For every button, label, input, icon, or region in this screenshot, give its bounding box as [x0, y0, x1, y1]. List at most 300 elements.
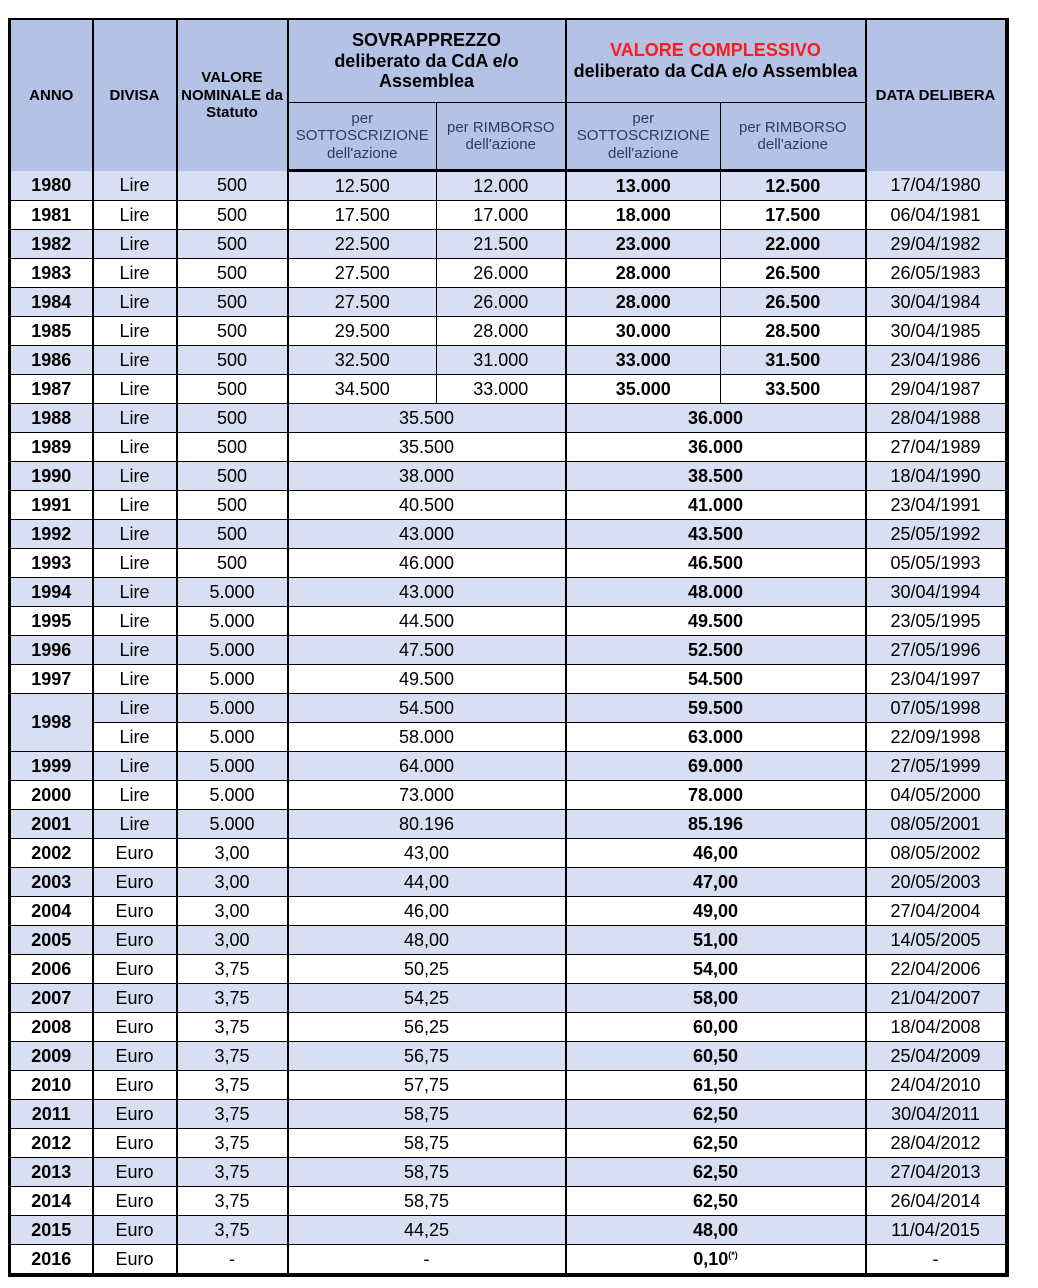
- cell-tot-rimborso: 12.500: [721, 171, 866, 201]
- cell-tot-rimborso: 33.500: [721, 375, 866, 404]
- cell-divisa: Euro: [93, 955, 177, 984]
- cell-valore-complessivo: 46.500: [566, 549, 866, 578]
- cell-valore-nominale: 500: [177, 375, 288, 404]
- header-anno: ANNO: [10, 19, 93, 171]
- cell-data-delibera: 08/05/2002: [866, 839, 1007, 868]
- cell-anno: 2009: [10, 1042, 93, 1071]
- cell-divisa: Lire: [93, 549, 177, 578]
- cell-anno: 1991: [10, 491, 93, 520]
- cell-data-delibera: 08/05/2001: [866, 810, 1007, 839]
- cell-valore-nominale: 500: [177, 462, 288, 491]
- cell-valore-complessivo: 63.000: [566, 723, 866, 752]
- cell-data-delibera: 14/05/2005: [866, 926, 1007, 955]
- cell-data-delibera: 24/04/2010: [866, 1071, 1007, 1100]
- cell-valore-complessivo: 62,50: [566, 1129, 866, 1158]
- header-valore-complessivo-sub: deliberato da CdA e/o Assemblea: [573, 61, 858, 81]
- cell-sovrapprezzo: 40.500: [288, 491, 566, 520]
- cell-sovrapprezzo: 54,25: [288, 984, 566, 1013]
- cell-sovrapprezzo: 38.000: [288, 462, 566, 491]
- cell-data-delibera: 22/09/1998: [866, 723, 1007, 752]
- cell-data-delibera: 23/05/1995: [866, 607, 1007, 636]
- cell-anno: 2002: [10, 839, 93, 868]
- cell-divisa: Euro: [93, 1071, 177, 1100]
- cell-divisa: Lire: [93, 433, 177, 462]
- cell-tot-sottoscrizione: 33.000: [566, 346, 721, 375]
- cell-anno: 2013: [10, 1158, 93, 1187]
- cell-anno: 1982: [10, 230, 93, 259]
- header-sovrapprezzo-sub: deliberato da CdA e/o Assemblea: [334, 50, 519, 92]
- cell-data-delibera: 28/04/1988: [866, 404, 1007, 433]
- cell-anno: 1995: [10, 607, 93, 636]
- table-row: [10, 346, 1007, 375]
- cell-sovrapprezzo: -: [288, 1245, 566, 1276]
- cell-sovrapprezzo: 58,75: [288, 1187, 566, 1216]
- cell-valore-nominale: 3,75: [177, 1129, 288, 1158]
- table-row: [10, 984, 1007, 1013]
- table-row: [10, 1216, 1007, 1245]
- cell-valore-nominale: 500: [177, 201, 288, 230]
- cell-data-delibera: 11/04/2015: [866, 1216, 1007, 1245]
- table-row: [10, 317, 1007, 346]
- cell-divisa: Lire: [93, 636, 177, 665]
- cell-valore-complessivo: 48,00: [566, 1216, 866, 1245]
- cell-valore-nominale: 3,75: [177, 955, 288, 984]
- cell-data-delibera: 18/04/2008: [866, 1013, 1007, 1042]
- cell-divisa: Euro: [93, 1245, 177, 1276]
- cell-valore-nominale: 3,75: [177, 1042, 288, 1071]
- table-row: [10, 520, 1007, 549]
- cell-anno: 1989: [10, 433, 93, 462]
- cell-divisa: Euro: [93, 1216, 177, 1245]
- cell-sovrapprezzo: 44,25: [288, 1216, 566, 1245]
- cell-anno: 2012: [10, 1129, 93, 1158]
- cell-anno: 2005: [10, 926, 93, 955]
- table-row: [10, 259, 1007, 288]
- cell-anno: 2003: [10, 868, 93, 897]
- cell-sovrapprezzo: 58,75: [288, 1100, 566, 1129]
- cell-data-delibera: 30/04/1984: [866, 288, 1007, 317]
- cell-valore-nominale: 500: [177, 491, 288, 520]
- cell-sov-rimborso: 21.500: [437, 230, 566, 259]
- cell-divisa: Lire: [93, 810, 177, 839]
- table-row: [10, 1071, 1007, 1100]
- cell-anno: 1996: [10, 636, 93, 665]
- cell-sovrapprezzo: 44,00: [288, 868, 566, 897]
- cell-tot-sottoscrizione: 28.000: [566, 259, 721, 288]
- cell-sovrapprezzo: 47.500: [288, 636, 566, 665]
- cell-data-delibera: 18/04/1990: [866, 462, 1007, 491]
- cell-valore-nominale: 500: [177, 404, 288, 433]
- cell-sov-rimborso: 31.000: [437, 346, 566, 375]
- cell-sovrapprezzo: 43.000: [288, 578, 566, 607]
- cell-sov-rimborso: 26.000: [437, 259, 566, 288]
- cell-sovrapprezzo: 58,75: [288, 1158, 566, 1187]
- cell-divisa: Lire: [93, 520, 177, 549]
- cell-sovrapprezzo: 35.500: [288, 433, 566, 462]
- header-sovrapprezzo-title: SOVRAPPREZZO: [351, 29, 502, 50]
- cell-valore-nominale: 3,00: [177, 868, 288, 897]
- table-row: [10, 462, 1007, 491]
- table-row: [10, 1013, 1007, 1042]
- cell-sovrapprezzo: 80.196: [288, 810, 566, 839]
- table-row: [10, 288, 1007, 317]
- cell-valore-nominale: 3,75: [177, 1100, 288, 1129]
- table-row: [10, 404, 1007, 433]
- cell-valore-complessivo: 58,00: [566, 984, 866, 1013]
- cell-divisa: Lire: [93, 694, 177, 723]
- cell-sov-sottoscrizione: 32.500: [288, 346, 437, 375]
- cell-tot-rimborso: 31.500: [721, 346, 866, 375]
- cell-sovrapprezzo: 46,00: [288, 897, 566, 926]
- table-row: [10, 549, 1007, 578]
- cell-valore-nominale: -: [177, 1245, 288, 1276]
- cell-tot-rimborso: 26.500: [721, 259, 866, 288]
- cell-valore-nominale: 500: [177, 288, 288, 317]
- cell-divisa: Lire: [93, 781, 177, 810]
- cell-valore-complessivo: 49,00: [566, 897, 866, 926]
- cell-valore-nominale: 3,75: [177, 1071, 288, 1100]
- cell-anno: 1990: [10, 462, 93, 491]
- cell-data-delibera: 05/05/1993: [866, 549, 1007, 578]
- cell-divisa: Lire: [93, 201, 177, 230]
- cell-tot-rimborso: 17.500: [721, 201, 866, 230]
- cell-valore-nominale: 500: [177, 259, 288, 288]
- table-header: [10, 19, 1007, 171]
- table-row: [10, 897, 1007, 926]
- cell-valore-nominale: 3,75: [177, 984, 288, 1013]
- cell-sovrapprezzo: 56,75: [288, 1042, 566, 1071]
- cell-tot-rimborso: 28.500: [721, 317, 866, 346]
- table-row: [10, 694, 1007, 723]
- cell-valore-nominale: 500: [177, 346, 288, 375]
- cell-sov-sottoscrizione: 27.500: [288, 288, 437, 317]
- cell-valore-complessivo: 48.000: [566, 578, 866, 607]
- cell-anno: 2004: [10, 897, 93, 926]
- cell-data-delibera: 23/04/1991: [866, 491, 1007, 520]
- cell-anno: 2011: [10, 1100, 93, 1129]
- cell-anno: 1985: [10, 317, 93, 346]
- header-valore-complessivo-title: VALORE COMPLESSIVO: [610, 40, 821, 61]
- cell-data-delibera: 30/04/2011: [866, 1100, 1007, 1129]
- header-tot-rimborso: per RIMBORSO dell'azione: [721, 103, 866, 171]
- cell-valore-complessivo: 54,00: [566, 955, 866, 984]
- table-row: [10, 868, 1007, 897]
- table-row: [10, 433, 1007, 462]
- table-row: [10, 752, 1007, 781]
- cell-anno: 1998: [10, 694, 93, 752]
- table-row: [10, 1042, 1007, 1071]
- cell-sovrapprezzo: 46.000: [288, 549, 566, 578]
- cell-divisa: Euro: [93, 1013, 177, 1042]
- cell-sov-sottoscrizione: 22.500: [288, 230, 437, 259]
- cell-anno: 1993: [10, 549, 93, 578]
- cell-sovrapprezzo: 49.500: [288, 665, 566, 694]
- cell-valore-complessivo: 60,00: [566, 1013, 866, 1042]
- cell-valore-nominale: 5.000: [177, 607, 288, 636]
- header-valore-nominale: VALORE NOMINALE da Statuto: [177, 19, 288, 171]
- cell-data-delibera: 30/04/1994: [866, 578, 1007, 607]
- cell-tot-sottoscrizione: 30.000: [566, 317, 721, 346]
- cell-valore-nominale: 5.000: [177, 694, 288, 723]
- cell-divisa: Lire: [93, 723, 177, 752]
- header-valore-complessivo: [566, 19, 866, 103]
- header-sov-rimborso: per RIMBORSO dell'azione: [437, 103, 566, 171]
- cell-valore-nominale: 3,00: [177, 839, 288, 868]
- cell-anno: 2006: [10, 955, 93, 984]
- cell-sovrapprezzo: 56,25: [288, 1013, 566, 1042]
- header-sovrapprezzo: [288, 19, 566, 103]
- cell-tot-sottoscrizione: 23.000: [566, 230, 721, 259]
- table-row: [10, 810, 1007, 839]
- table-row: [10, 955, 1007, 984]
- cell-sov-rimborso: 26.000: [437, 288, 566, 317]
- cell-anno: 1999: [10, 752, 93, 781]
- cell-valore-complessivo: 38.500: [566, 462, 866, 491]
- cell-divisa: Lire: [93, 230, 177, 259]
- cell-sovrapprezzo: 57,75: [288, 1071, 566, 1100]
- cell-anno: 2014: [10, 1187, 93, 1216]
- cell-anno: 1992: [10, 520, 93, 549]
- cell-valore-complessivo: 62,50: [566, 1100, 866, 1129]
- cell-valore-complessivo: 0,10(*): [566, 1245, 866, 1276]
- cell-tot-rimborso: 22.000: [721, 230, 866, 259]
- cell-valore-nominale: 5.000: [177, 723, 288, 752]
- cell-sov-sottoscrizione: 17.500: [288, 201, 437, 230]
- cell-valore-nominale: 500: [177, 317, 288, 346]
- cell-valore-complessivo: 41.000: [566, 491, 866, 520]
- cell-anno: 2010: [10, 1071, 93, 1100]
- cell-valore-nominale: 5.000: [177, 578, 288, 607]
- cell-valore-complessivo: 51,00: [566, 926, 866, 955]
- cell-divisa: Lire: [93, 607, 177, 636]
- cell-anno: 2016: [10, 1245, 93, 1276]
- cell-divisa: Lire: [93, 491, 177, 520]
- cell-valore-complessivo: 54.500: [566, 665, 866, 694]
- cell-valore-nominale: 3,75: [177, 1216, 288, 1245]
- cell-data-delibera: 04/05/2000: [866, 781, 1007, 810]
- cell-divisa: Lire: [93, 375, 177, 404]
- cell-valore-complessivo: 43.500: [566, 520, 866, 549]
- cell-valore-complessivo: 47,00: [566, 868, 866, 897]
- cell-divisa: Euro: [93, 1158, 177, 1187]
- cell-anno: 1997: [10, 665, 93, 694]
- table-row: [10, 375, 1007, 404]
- cell-anno: 1987: [10, 375, 93, 404]
- cell-anno: 2001: [10, 810, 93, 839]
- cell-sovrapprezzo: 73.000: [288, 781, 566, 810]
- table-row: [10, 781, 1007, 810]
- cell-anno: 2007: [10, 984, 93, 1013]
- table-row: [10, 201, 1007, 230]
- header-sov-sottoscrizione: per SOTTOSCRIZIONE dell'azione: [288, 103, 437, 171]
- cell-valore-nominale: 5.000: [177, 665, 288, 694]
- cell-divisa: Euro: [93, 984, 177, 1013]
- cell-sov-sottoscrizione: 12.500: [288, 171, 437, 201]
- cell-anno: 1994: [10, 578, 93, 607]
- cell-data-delibera: 30/04/1985: [866, 317, 1007, 346]
- cell-sov-sottoscrizione: 27.500: [288, 259, 437, 288]
- cell-divisa: Euro: [93, 897, 177, 926]
- cell-valore-complessivo: 61,50: [566, 1071, 866, 1100]
- header-divisa: DIVISA: [93, 19, 177, 171]
- cell-sovrapprezzo: 64.000: [288, 752, 566, 781]
- table-row: [10, 1158, 1007, 1187]
- cell-tot-sottoscrizione: 35.000: [566, 375, 721, 404]
- cell-divisa: Lire: [93, 404, 177, 433]
- cell-sov-rimborso: 17.000: [437, 201, 566, 230]
- cell-valore-complessivo: 36.000: [566, 404, 866, 433]
- cell-sovrapprezzo: 44.500: [288, 607, 566, 636]
- cell-tot-sottoscrizione: 28.000: [566, 288, 721, 317]
- table-row: [10, 171, 1007, 201]
- cell-sovrapprezzo: 35.500: [288, 404, 566, 433]
- cell-data-delibera: 27/04/2004: [866, 897, 1007, 926]
- cell-valore-complessivo: 78.000: [566, 781, 866, 810]
- cell-sovrapprezzo: 54.500: [288, 694, 566, 723]
- table-row: [10, 1245, 1007, 1276]
- cell-valore-complessivo: 52.500: [566, 636, 866, 665]
- cell-valore-complessivo: 59.500: [566, 694, 866, 723]
- cell-valore-nominale: 3,00: [177, 926, 288, 955]
- cell-divisa: Lire: [93, 259, 177, 288]
- table-row: [10, 1129, 1007, 1158]
- cell-valore-nominale: 5.000: [177, 810, 288, 839]
- cell-divisa: Lire: [93, 752, 177, 781]
- cell-anno: 1986: [10, 346, 93, 375]
- cell-valore-complessivo: 62,50: [566, 1187, 866, 1216]
- cell-data-delibera: 07/05/1998: [866, 694, 1007, 723]
- cell-divisa: Lire: [93, 171, 177, 201]
- share-value-table: [8, 18, 1009, 1277]
- cell-sovrapprezzo: 58.000: [288, 723, 566, 752]
- cell-valore-nominale: 3,75: [177, 1187, 288, 1216]
- cell-tot-rimborso: 26.500: [721, 288, 866, 317]
- table-row: [10, 665, 1007, 694]
- cell-data-delibera: 27/04/1989: [866, 433, 1007, 462]
- table-row: [10, 839, 1007, 868]
- cell-data-delibera: 06/04/1981: [866, 201, 1007, 230]
- cell-sov-sottoscrizione: 29.500: [288, 317, 437, 346]
- footnote-marker: (*): [728, 1249, 738, 1260]
- header-data-delibera: DATA DELIBERA: [866, 19, 1007, 171]
- cell-data-delibera: -: [866, 1245, 1007, 1276]
- cell-divisa: Euro: [93, 1042, 177, 1071]
- cell-divisa: Lire: [93, 578, 177, 607]
- cell-data-delibera: 23/04/1986: [866, 346, 1007, 375]
- cell-anno: 1983: [10, 259, 93, 288]
- cell-valore-nominale: 500: [177, 433, 288, 462]
- cell-divisa: Euro: [93, 839, 177, 868]
- cell-divisa: Euro: [93, 1187, 177, 1216]
- table-row: [10, 230, 1007, 259]
- cell-sovrapprezzo: 50,25: [288, 955, 566, 984]
- cell-valore-nominale: 3,00: [177, 897, 288, 926]
- cell-data-delibera: 25/05/1992: [866, 520, 1007, 549]
- table-row: [10, 723, 1007, 752]
- table-row: [10, 578, 1007, 607]
- cell-divisa: Lire: [93, 288, 177, 317]
- cell-anno: 2000: [10, 781, 93, 810]
- cell-divisa: Lire: [93, 317, 177, 346]
- cell-tot-sottoscrizione: 13.000: [566, 171, 721, 201]
- cell-data-delibera: 17/04/1980: [866, 171, 1007, 201]
- cell-data-delibera: 29/04/1982: [866, 230, 1007, 259]
- cell-valore-nominale: 500: [177, 171, 288, 201]
- cell-sovrapprezzo: 43,00: [288, 839, 566, 868]
- cell-valore-complessivo: 85.196: [566, 810, 866, 839]
- cell-anno: 1988: [10, 404, 93, 433]
- cell-valore-nominale: 3,75: [177, 1013, 288, 1042]
- cell-valore-nominale: 500: [177, 520, 288, 549]
- cell-divisa: Euro: [93, 926, 177, 955]
- cell-divisa: Lire: [93, 665, 177, 694]
- cell-anno: 2015: [10, 1216, 93, 1245]
- table-body: [10, 171, 1007, 1276]
- cell-data-delibera: 21/04/2007: [866, 984, 1007, 1013]
- cell-sovrapprezzo: 48,00: [288, 926, 566, 955]
- cell-valore-complessivo: 69.000: [566, 752, 866, 781]
- cell-divisa: Lire: [93, 462, 177, 491]
- cell-tot-sottoscrizione: 18.000: [566, 201, 721, 230]
- cell-divisa: Euro: [93, 1129, 177, 1158]
- cell-sov-sottoscrizione: 34.500: [288, 375, 437, 404]
- cell-anno: 2008: [10, 1013, 93, 1042]
- cell-sov-rimborso: 33.000: [437, 375, 566, 404]
- table-row: [10, 636, 1007, 665]
- cell-data-delibera: 25/04/2009: [866, 1042, 1007, 1071]
- table-row: [10, 1100, 1007, 1129]
- cell-data-delibera: 27/05/1999: [866, 752, 1007, 781]
- cell-divisa: Euro: [93, 868, 177, 897]
- cell-valore-nominale: 3,75: [177, 1158, 288, 1187]
- cell-data-delibera: 29/04/1987: [866, 375, 1007, 404]
- cell-sov-rimborso: 28.000: [437, 317, 566, 346]
- cell-data-delibera: 27/05/1996: [866, 636, 1007, 665]
- cell-valore-complessivo: 60,50: [566, 1042, 866, 1071]
- cell-valore-complessivo: 49.500: [566, 607, 866, 636]
- cell-valore-complessivo: 62,50: [566, 1158, 866, 1187]
- cell-divisa: Lire: [93, 346, 177, 375]
- cell-data-delibera: 26/04/2014: [866, 1187, 1007, 1216]
- table-row: [10, 607, 1007, 636]
- cell-valore-complessivo: 36.000: [566, 433, 866, 462]
- cell-data-delibera: 22/04/2006: [866, 955, 1007, 984]
- cell-sovrapprezzo: 43.000: [288, 520, 566, 549]
- share-value-table-container: [8, 18, 1009, 1277]
- cell-anno: 1984: [10, 288, 93, 317]
- cell-valore-nominale: 5.000: [177, 752, 288, 781]
- cell-anno: 1981: [10, 201, 93, 230]
- cell-divisa: Euro: [93, 1100, 177, 1129]
- table-row: [10, 491, 1007, 520]
- cell-sov-rimborso: 12.000: [437, 171, 566, 201]
- cell-sovrapprezzo: 58,75: [288, 1129, 566, 1158]
- cell-data-delibera: 26/05/1983: [866, 259, 1007, 288]
- cell-data-delibera: 28/04/2012: [866, 1129, 1007, 1158]
- cell-valore-nominale: 500: [177, 549, 288, 578]
- table-row: [10, 1187, 1007, 1216]
- cell-valore-nominale: 500: [177, 230, 288, 259]
- table-row: [10, 926, 1007, 955]
- cell-data-delibera: 20/05/2003: [866, 868, 1007, 897]
- cell-valore-nominale: 5.000: [177, 781, 288, 810]
- cell-data-delibera: 23/04/1997: [866, 665, 1007, 694]
- cell-valore-complessivo: 46,00: [566, 839, 866, 868]
- cell-valore-nominale: 5.000: [177, 636, 288, 665]
- cell-data-delibera: 27/04/2013: [866, 1158, 1007, 1187]
- header-tot-sottoscrizione: per SOTTOSCRIZIONE dell'azione: [566, 103, 721, 171]
- cell-anno: 1980: [10, 171, 93, 201]
